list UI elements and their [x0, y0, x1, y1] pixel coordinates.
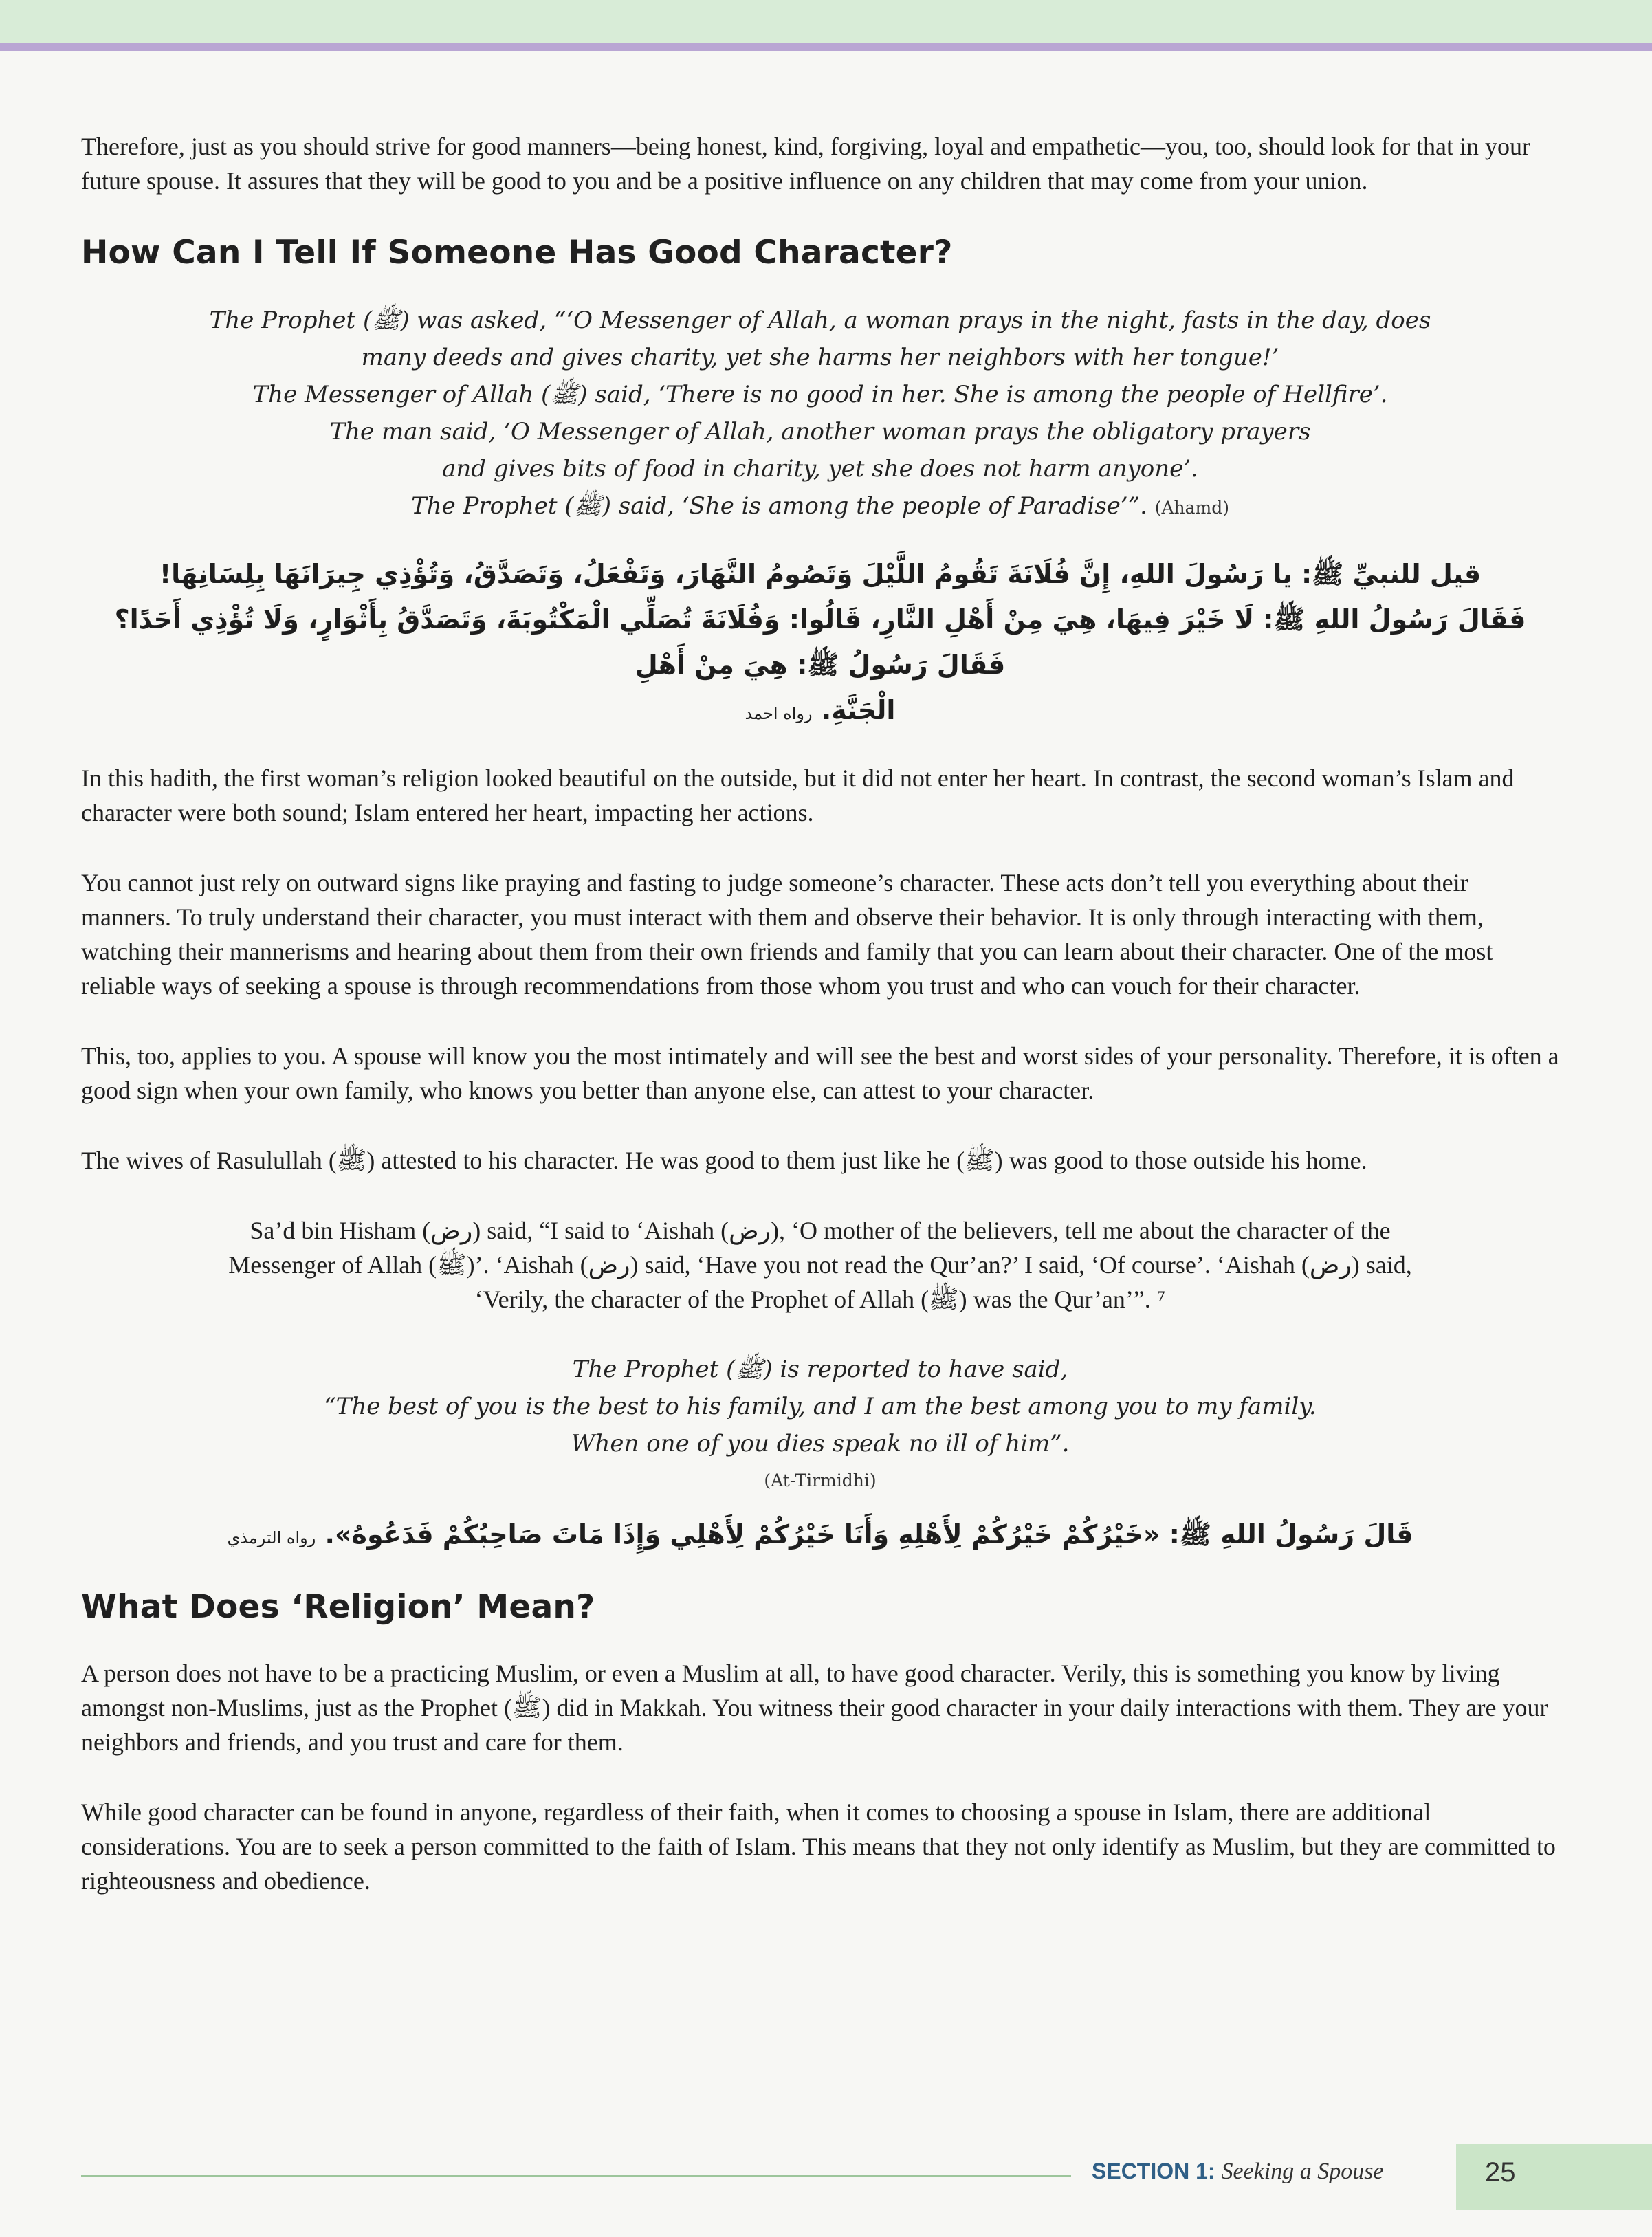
arabic-line: قيل للنبيِّ ﷺ: يا رَسُولَ اللهِ، إِنَّ فُلَانَةَ تَقُومُ اللَّيْلَ وَتَصُومُ النَّهَارَ، وَتَفْعَلُ، وَتَصَدَّقُ، وَتُؤْذِي جِيرَانَهَا بِلِسَانِهَا! — [159, 559, 1482, 589]
arabic-source: رواه احمد — [745, 704, 813, 723]
wives-paragraph: The wives of Rasulullah (ﷺ) attested to his character. He was good to them just like he (ﷺ) was good to those outside his home. — [81, 1147, 1367, 1174]
arabic-hadith-3 — [81, 1512, 1559, 1561]
explanation-paragraph: In this hadith, the first woman’s religion looked beautiful on the outside, but it did not enter her heart. In contrast, the second woman’s Islam and character were both sound; Islam entered her heart, impacting her actions. — [81, 764, 1515, 826]
hadith-line: The Prophet (ﷺ) is reported to have said, — [572, 1356, 1068, 1383]
arabic-line: قَالَ رَسُولُ اللهِ ﷺ: «خَيْرُكُمْ خَيْرُكُمْ لِأَهْلِهِ وَأَنَا خَيْرُكُمْ لِأَهْلِي وَإِذَا مَاتَ صَاحِبُكُمْ فَدَعُوهُ». — [324, 1519, 1413, 1550]
footer-rule — [81, 2175, 1071, 2177]
hadith-line: The Prophet (ﷺ) was asked, “‘O Messenger of Allah, a woman prays in the night, fasts in the day, does — [209, 307, 1431, 334]
hadith-line: The Messenger of Allah (ﷺ) said, ‘There is no good in her. She is among the people of Hellfire’. — [252, 381, 1388, 408]
hadith-line: When one of you dies speak no ill of him”. — [571, 1430, 1070, 1457]
hadith-line: ‘Verily, the character of the Prophet of Allah (ﷺ) was the Qur’an’”. ⁷ — [474, 1286, 1166, 1313]
applies-to-you-paragraph: This, too, applies to you. A spouse will know you the most intimately and will see the best and worst sides of your personality. Therefore, it is often a good sign when your own family, who knows you better than anyone else, can attest to your character. — [81, 1042, 1559, 1104]
hadith-line: The man said, ‘O Messenger of Allah, another woman prays the obligatory prayers — [329, 418, 1311, 445]
hadith-line: The Prophet (ﷺ) said, ‘She is among the people of Paradise’”. — [411, 492, 1147, 520]
outward-signs-paragraph: You cannot just rely on outward signs like praying and fasting to judge someone’s character. These acts don’t tell you everything about their manners. To truly understand their character, you must interact with them and observe their behavior. It is only through interacting with them, watching their mannerisms and hearing about them from their own friends and family that you can learn about their character. One of the most reliable ways of seeking a spouse is through recommendations from those whom you trust and who can vouch for their character. — [81, 869, 1493, 1000]
section-label: SECTION 1: — [1092, 2159, 1215, 2183]
hadith-line: “The best of you is the best to his family, and I am the best among you to my family. — [324, 1393, 1317, 1420]
arabic-hadith-1 — [81, 551, 1559, 736]
intro-paragraph: Therefore, just as you should strive for good manners—being honest, kind, forgiving, loyal and empathetic—you, too, should look for that in your future spouse. It assures that they will be good to you and be a positive influence on any children that may come from your union. — [81, 133, 1530, 195]
arabic-line-with-source — [81, 1512, 1559, 1561]
footer-section-title — [1092, 2159, 1384, 2185]
section-heading-religion: What Does ‘Religion’ Mean? — [81, 1588, 595, 1626]
section-heading-good-character: How Can I Tell If Someone Has Good Character? — [81, 234, 953, 272]
arabic-line: الْجَنَّةِ. — [821, 695, 896, 725]
considerations-paragraph: While good character can be found in anyone, regardless of their faith, when it comes to choosing a spouse in Islam, there are additional considerations. You are to seek a person committed to the faith of Islam. This means that they not only identify as Muslim, but they are committed to righteousness and obedience. — [81, 1798, 1556, 1895]
hadith-line: and gives bits of food in charity, yet she does not harm anyone’. — [442, 455, 1198, 483]
hadith-quote-1 — [81, 302, 1559, 527]
hadith-line: Messenger of Allah (ﷺ)’. ‘Aishah (رض) said, ‘Have you not read the Qur’an?’ I said, ‘Of course’. ‘Aishah (رض) said, — [228, 1251, 1412, 1279]
hadith-line: Sa’d bin Hisham (رض) said, “I said to ‘Aishah (رض), ‘O mother of the believers, tell me about the character of the — [250, 1217, 1391, 1244]
hadith-source: (Ahamd) — [1154, 498, 1229, 518]
section-name: Seeking a Spouse — [1221, 2159, 1384, 2184]
arabic-line-with-source — [81, 687, 1559, 736]
hadith-line: many deeds and gives charity, yet she harms her neighbors with her tongue!’ — [361, 344, 1279, 371]
top-color-band — [0, 0, 1652, 43]
hadith-source: (At-Tirmidhi) — [764, 1470, 877, 1490]
hadith-line-with-source — [81, 487, 1559, 527]
hadith-quote-aishah — [81, 1213, 1559, 1316]
top-accent-line — [0, 43, 1652, 51]
page-content — [81, 129, 1559, 1934]
hadith-quote-3 — [81, 1351, 1559, 1499]
non-muslims-paragraph: A person does not have to be a practicing Muslim, or even a Muslim at all, to have good character. Verily, this is something you know by living amongst non-Muslims, just as the Prophet (ﷺ) did in Makkah. You witness their good character in your daily interactions with them. They are your neighbors and friends, and you trust and care for them. — [81, 1660, 1548, 1756]
page-number: 25 — [1485, 2157, 1516, 2188]
arabic-line: فَقَالَ رَسُولُ اللهِ ﷺ: لَا خَيْرَ فِيهَا، هِيَ مِنْ أَهْلِ النَّارِ، قَالُوا: وَفُلَانَةَ تُصَلِّي الْمَكْتُوبَةَ، وَتَصَدَّقُ بِأَثْوَارٍ، وَلَا تُؤْذِي أَحَدًا؟ فَقَالَ رَسُولُ ﷺ: هِيَ مِنْ أَهْلِ — [114, 604, 1526, 680]
arabic-source: رواه الترمذي — [227, 1528, 316, 1547]
